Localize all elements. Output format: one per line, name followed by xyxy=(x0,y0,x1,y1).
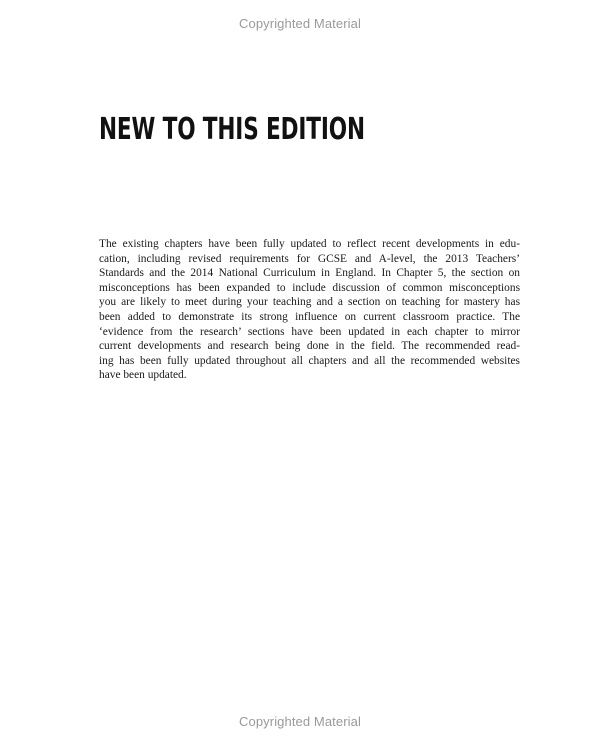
page-title: NEW TO THIS EDITION xyxy=(99,112,365,147)
paragraph-line: The existing chapters have been fully updated to reflect recent developments in edu- xyxy=(99,238,520,250)
paragraph-line: current developments and research being done in the field. The recommended read- xyxy=(99,340,520,353)
paragraph-line: ‘evidence from the research’ sections have been updated in each chapter to mirror xyxy=(99,325,520,338)
paragraph-line: Standards and the 2014 National Curriculum in England. In Chapter 5, the section on xyxy=(99,267,520,280)
paragraph-line: cation, including revised requirements for GCSE and A-level, the 2013 Teachers’ xyxy=(99,252,520,265)
paragraph-line: have been updated. xyxy=(99,369,187,382)
copyright-watermark-top: Copyrighted Material xyxy=(239,16,361,31)
paragraph-line: been added to demonstrate its strong influence on current classroom practice. The xyxy=(99,310,520,323)
paragraph-line: you are likely to meet during your teaching and a section on teaching for mastery has xyxy=(99,296,520,309)
paragraph-line: ing has been fully updated throughout all chapters and all the recommended websites xyxy=(99,354,520,367)
paragraph-line: misconceptions has been expanded to include discussion of common misconceptions xyxy=(99,281,520,294)
body-paragraph xyxy=(99,237,520,383)
copyright-watermark-bottom: Copyrighted Material xyxy=(239,714,361,729)
